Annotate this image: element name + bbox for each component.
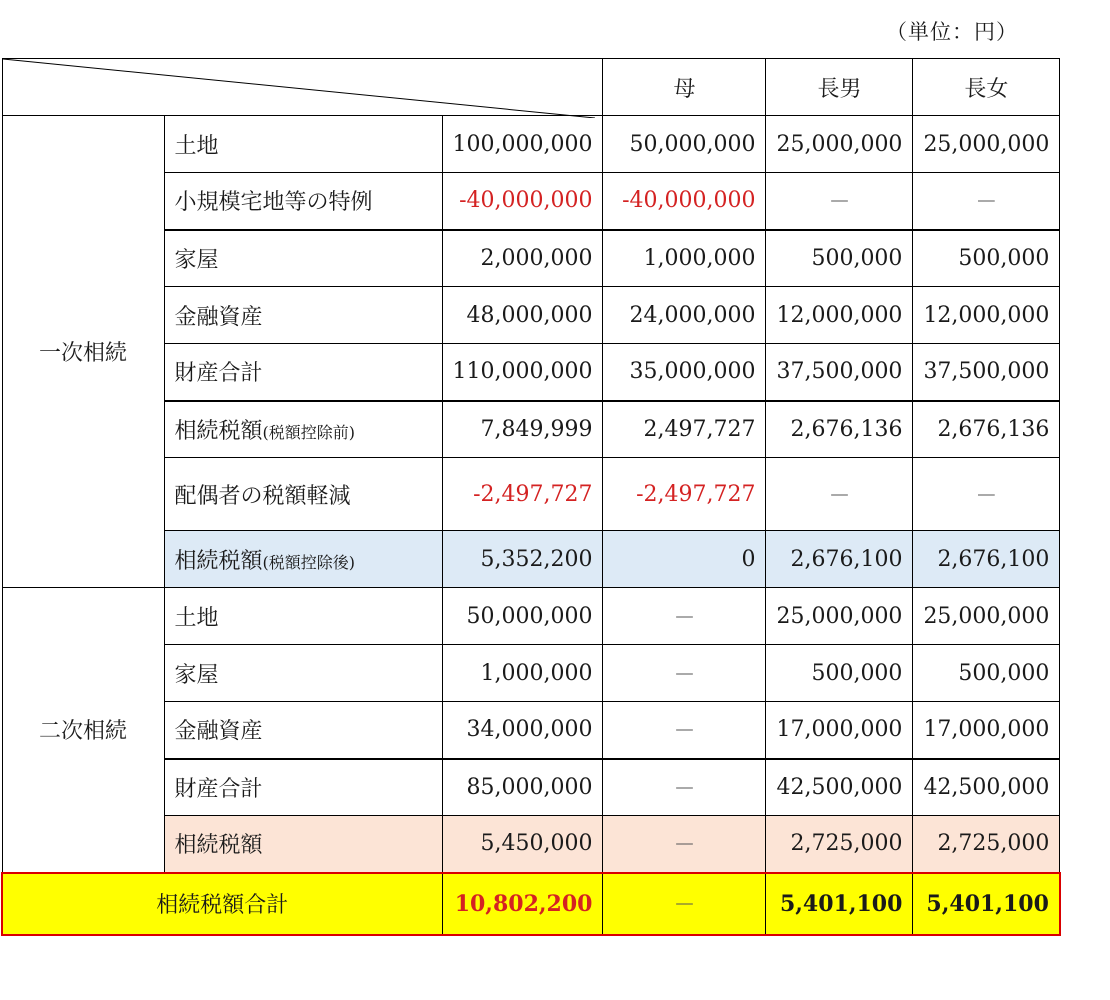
header-eldest-son: 長男 xyxy=(766,59,913,116)
daughter-cell: 17,000,000 xyxy=(913,702,1060,759)
table-row xyxy=(2,588,1060,645)
daughter-cell: 500,000 xyxy=(913,645,1060,702)
header-eldest-daughter: 長女 xyxy=(913,59,1060,116)
son-cell: 25,000,000 xyxy=(766,588,913,645)
mother-cell: 35,000,000 xyxy=(603,344,766,401)
total-cell: 100,000,000 xyxy=(442,116,603,173)
son-cell: 500,000 xyxy=(766,645,913,702)
daughter-cell: 12,000,000 xyxy=(913,287,1060,344)
group-label-second: 二次相続 xyxy=(2,588,164,873)
grand-total-row xyxy=(2,873,1060,935)
total-cell: -40,000,000 xyxy=(442,173,603,230)
diagonal-line xyxy=(3,59,595,118)
row-label-note: (税額控除前) xyxy=(262,422,356,442)
row-label: 小規模宅地等の特例 xyxy=(164,173,442,230)
son-cell: － xyxy=(766,458,913,531)
header-row xyxy=(2,59,1060,116)
mother-cell: － xyxy=(603,759,766,816)
row-label-text: 相続税額 xyxy=(174,418,263,444)
row-label: 家屋 xyxy=(164,645,442,702)
row-label: 金融資産 xyxy=(164,287,442,344)
mother-cell: -40,000,000 xyxy=(603,173,766,230)
total-cell: 2,000,000 xyxy=(442,230,603,287)
son-cell: － xyxy=(766,173,913,230)
unit-label: （単位：円） xyxy=(886,20,1018,44)
son-cell: 2,725,000 xyxy=(766,816,913,873)
row-label: 土地 xyxy=(164,588,442,645)
daughter-cell: － xyxy=(913,173,1060,230)
daughter-cell: 37,500,000 xyxy=(913,344,1060,401)
mother-cell: － xyxy=(603,702,766,759)
mother-cell: 0 xyxy=(603,531,766,588)
mother-cell: 2,497,727 xyxy=(603,401,766,458)
grand-total-label: 相続税額合計 xyxy=(2,873,442,935)
row-label: 金融資産 xyxy=(164,702,442,759)
row-label xyxy=(164,401,442,458)
daughter-cell: 500,000 xyxy=(913,230,1060,287)
mother-cell: 24,000,000 xyxy=(603,287,766,344)
daughter-cell: 42,500,000 xyxy=(913,759,1060,816)
son-cell: 42,500,000 xyxy=(766,759,913,816)
son-cell: 25,000,000 xyxy=(766,116,913,173)
daughter-cell: 2,725,000 xyxy=(913,816,1060,873)
row-label xyxy=(164,531,442,588)
daughter-cell: 2,676,100 xyxy=(913,531,1060,588)
son-cell: 17,000,000 xyxy=(766,702,913,759)
grand-total-mother: － xyxy=(603,873,766,935)
total-cell: 5,450,000 xyxy=(442,816,603,873)
row-label: 家屋 xyxy=(164,230,442,287)
table-row xyxy=(2,116,1060,173)
daughter-cell: 2,676,136 xyxy=(913,401,1060,458)
son-cell: 500,000 xyxy=(766,230,913,287)
total-cell: 48,000,000 xyxy=(442,287,603,344)
grand-total-cell: 10,802,200 xyxy=(442,873,603,935)
row-label: 土地 xyxy=(164,116,442,173)
row-label-note: (税額控除後) xyxy=(262,552,356,572)
mother-cell: － xyxy=(603,588,766,645)
daughter-cell: － xyxy=(913,458,1060,531)
header-mother: 母 xyxy=(603,59,766,116)
row-label: 配偶者の税額軽減 xyxy=(164,458,442,531)
total-cell: 34,000,000 xyxy=(442,702,603,759)
mother-cell: 50,000,000 xyxy=(603,116,766,173)
total-cell: 7,849,999 xyxy=(442,401,603,458)
total-cell: 50,000,000 xyxy=(442,588,603,645)
total-cell: 110,000,000 xyxy=(442,344,603,401)
son-cell: 2,676,100 xyxy=(766,531,913,588)
total-cell: 1,000,000 xyxy=(442,645,603,702)
inheritance-tax-table xyxy=(1,58,1061,936)
daughter-cell: 25,000,000 xyxy=(913,116,1060,173)
mother-cell: － xyxy=(603,816,766,873)
grand-total-daughter: 5,401,100 xyxy=(913,873,1060,935)
total-cell: -2,497,727 xyxy=(442,458,603,531)
corner-cell xyxy=(2,59,603,116)
daughter-cell: 25,000,000 xyxy=(913,588,1060,645)
row-label: 相続税額 xyxy=(164,816,442,873)
row-label: 財産合計 xyxy=(164,759,442,816)
row-label-text: 相続税額 xyxy=(174,548,263,574)
group-label-first: 一次相続 xyxy=(2,116,164,588)
total-cell: 5,352,200 xyxy=(442,531,603,588)
row-label: 財産合計 xyxy=(164,344,442,401)
son-cell: 37,500,000 xyxy=(766,344,913,401)
son-cell: 12,000,000 xyxy=(766,287,913,344)
son-cell: 2,676,136 xyxy=(766,401,913,458)
total-cell: 85,000,000 xyxy=(442,759,603,816)
mother-cell: 1,000,000 xyxy=(603,230,766,287)
mother-cell: -2,497,727 xyxy=(603,458,766,531)
mother-cell: － xyxy=(603,645,766,702)
grand-total-son: 5,401,100 xyxy=(766,873,913,935)
